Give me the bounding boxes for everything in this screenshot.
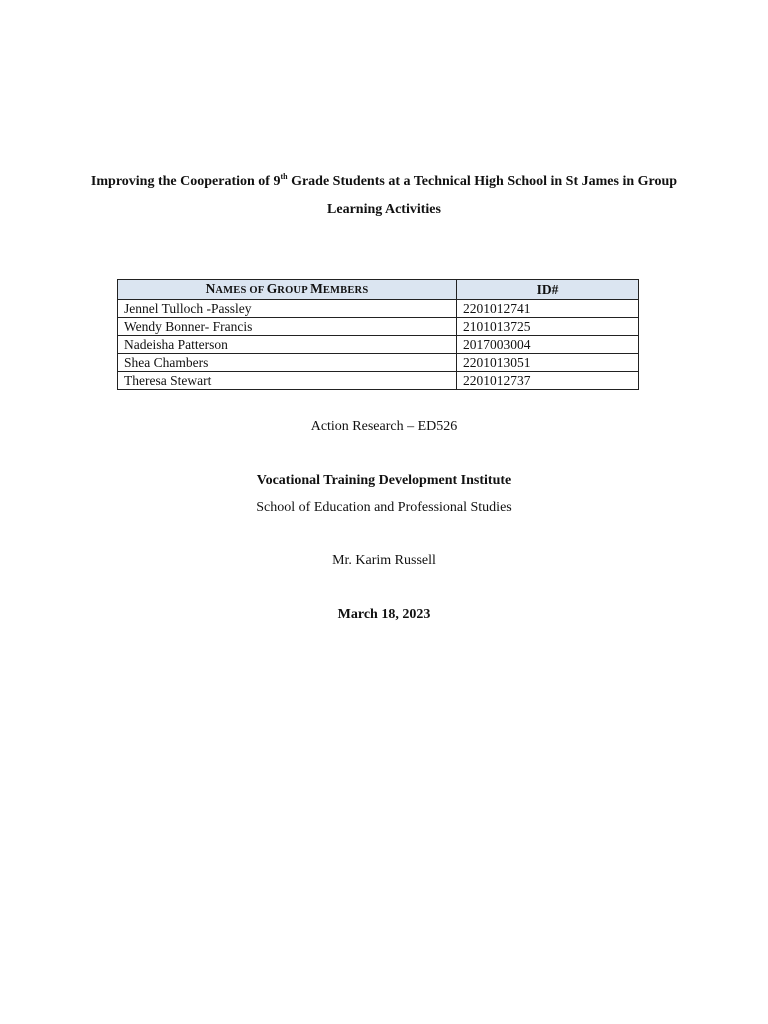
member-id-cell: 2201012741 [457,300,639,318]
title-line-1-suffix: Grade Students at a Technical High School in St James in Group [287,174,678,189]
member-name-cell: Nadeisha Patterson [118,336,457,354]
course-line: Action Research – ED526 [310,419,458,434]
member-name-cell: Theresa Stewart [118,372,457,390]
member-id-cell: 2201013051 [457,354,639,372]
submission-date: March 18, 2023 [337,607,431,622]
institute-name: Vocational Training Development Institute [256,473,512,488]
instructor-name: Mr. Karim Russell [332,553,436,568]
header-cap-g: G [266,281,278,296]
title-superscript: th [280,172,288,181]
table-header-row [118,280,639,300]
school-name: School of Education and Professional Studies [256,500,512,515]
table-row [118,372,639,390]
table-row [118,300,639,318]
title-line-1-prefix: Improving the Cooperation of 9 [90,174,281,189]
document-title [40,168,728,224]
table-row [118,318,639,336]
table-row [118,336,639,354]
member-name-cell: Wendy Bonner- Francis [118,318,457,336]
member-id-cell: 2201012737 [457,372,639,390]
names-column-header [118,280,457,300]
header-smallcaps-2: ROUP [277,285,311,296]
header-cap-m: M [310,281,323,296]
member-name-cell: Shea Chambers [118,354,457,372]
title-line-1 [40,168,728,196]
member-id-cell: 2017003004 [457,336,639,354]
header-cap-n: N [205,281,216,296]
header-smallcaps-3: EMBERS [322,285,369,296]
table-row [118,354,639,372]
member-name-cell: Jennel Tulloch -Passley [118,300,457,318]
member-id-cell: 2101013725 [457,318,639,336]
title-line-2: Learning Activities [327,202,441,217]
group-members-table [117,279,639,390]
header-smallcaps-1: AMES OF [215,285,267,296]
id-column-header: ID# [457,280,639,300]
